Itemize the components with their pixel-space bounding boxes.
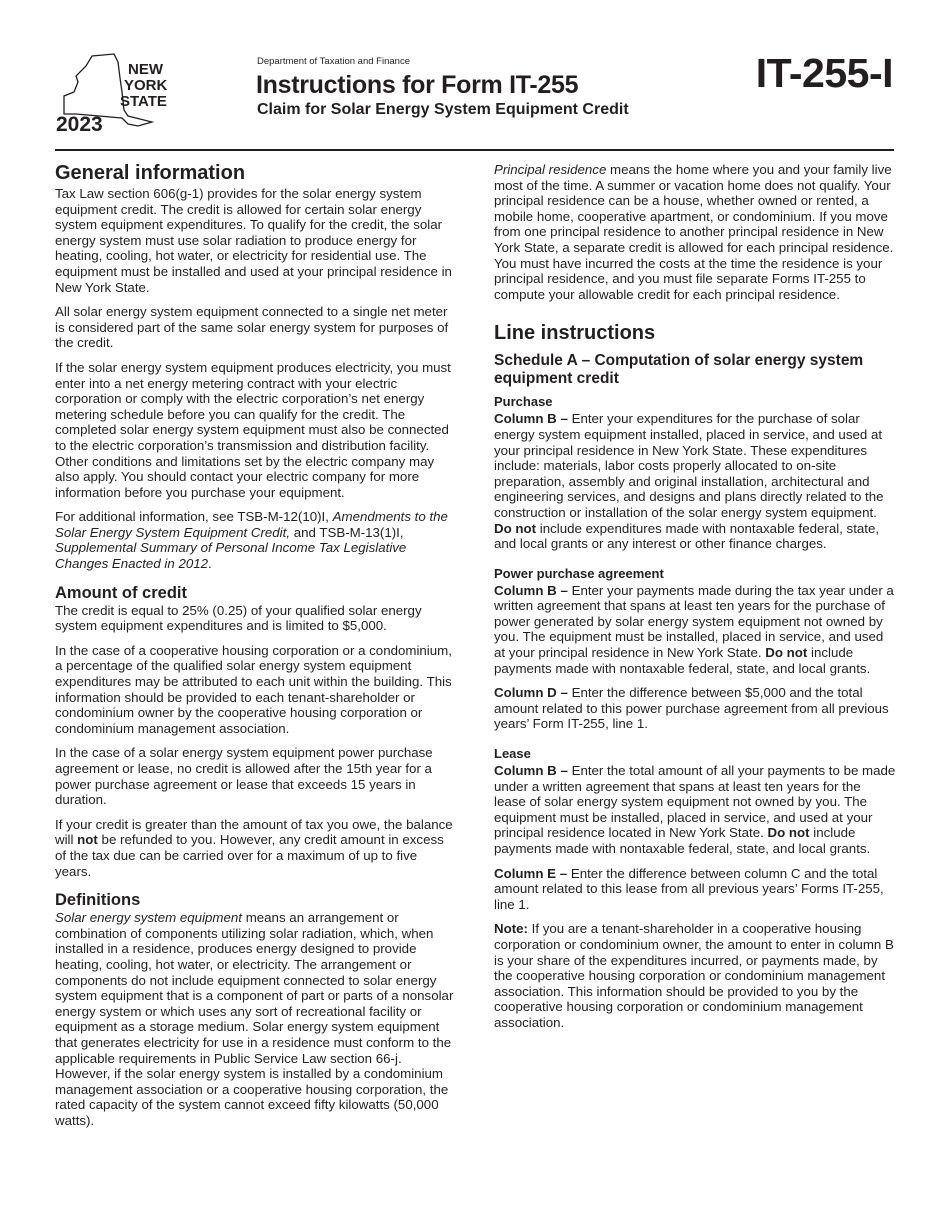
left-column (55, 162, 457, 1137)
bold-text: Do not (494, 520, 537, 536)
paragraph (494, 763, 896, 857)
text-segment: Enter the total amount of all your payments to be made under a written agreement that spans at least ten years for the lease of solar energy system equipment not owned by you. The equipment must be installed, placed in service, and used at your principal residence located in New York State. (494, 763, 896, 841)
text-segment: means an arrangement or combination of components utilizing solar radiation, which, when installed in a residence, produces energy designed to provide heating, cooling, hot water, or electricity. The arrangement or components do not include equipment connected to solar energy system equipment that is a component of part or parts of a nonsolar energy system or which uses any sort of recreational facility or equipment as a storage medium. Solar energy system equipment that generates electricity for use in a residence must conform to the applicable requirements in Public Service Law section 66-j. However, if the solar energy system is installed by a condominium management association or a cooperative housing corporation, the rated capacity of the system cannot exceed fifty kilowatts (50,000 watts). (55, 910, 454, 1128)
section-heading: General information (55, 162, 246, 184)
text-segment: In the case of a cooperative housing corporation or a condominium, a percentage of the qualified solar energy system equipment expenditures may be attributed to each unit within the building. This information should be provided to each tenant-shareholder or condominium owner by the cooperative housing corporation or condominium management association. (55, 642, 452, 736)
paragraph (55, 745, 457, 807)
logo-new: NEW (128, 61, 163, 78)
paragraph (55, 360, 457, 500)
text-segment: include expenditures made with nontaxable federal, state, and local grants or any interest or other finance charges. (494, 520, 880, 552)
paragraph (494, 921, 896, 1030)
paragraph (55, 304, 457, 351)
text-segment: include payments made with nontaxable federal, state, and local grants. (494, 825, 871, 856)
text-segment: If your credit is greater than the amount of tax you owe, the balance will (55, 816, 453, 848)
paragraph (55, 910, 457, 1128)
bold-text: Do not (765, 645, 808, 661)
paragraph (55, 817, 457, 879)
text-segment: Enter your payments made during the tax year under a written agreement that spans at least ten years for the purchase of power generated by solar energy system equipment not owned by you. The equipment must be installed, placed in service, and used at your principal residence in New York State. (494, 582, 894, 661)
text-segment: . (208, 556, 212, 572)
bold-text: Note: (494, 921, 528, 937)
text-segment: means the home where you and your family live most of the time. A summer or vacation home does not qualify. Your principal residence can be a house, whether owned or rented, a mobile home, cooperative apartment, or condominium. If you move from one principal residence to another principal residence in New York State, a separate credit is allowed for each principal residence. You must have incurred the costs at the time the residence is your principal residence, and you must file separate Forms IT-255 to compute your allowable credit for each principal residence. (494, 162, 894, 302)
new-york-state-logo (56, 52, 186, 134)
italic-text: Supplemental Summary of Personal Income Tax Legislative Changes Enacted in 2012 (55, 540, 407, 572)
bold-text: not (77, 832, 98, 848)
section-heading: Purchase (494, 394, 553, 410)
text-segment: If you are a tenant-shareholder in a cooperative housing corporation or condominium owner, the amount to enter in column B is your share of the expenditures incurred, or payments made, by the cooperative housing corporation or condominium management association. This information should be provided to you by the cooperative housing corporation or condominium management association. (494, 921, 894, 1030)
text-segment: include payments made with nontaxable federal, state, and local grants. (494, 645, 871, 676)
page-subtitle: Claim for Solar Energy System Equipment Credit (257, 101, 629, 118)
bold-text: Column B – (494, 582, 568, 598)
section-heading: Lease (494, 746, 531, 762)
section-heading: Definitions (55, 891, 141, 910)
paragraph (494, 583, 896, 677)
header-divider (55, 149, 894, 151)
text-segment: All solar energy system equipment connected to a single net meter is considered part of the same solar energy system for purposes of the credit. (55, 304, 449, 351)
paragraph (494, 685, 896, 732)
logo-york: YORK (124, 77, 168, 94)
section-heading: Schedule A – Computation of solar energy system equipment credit (494, 352, 864, 388)
right-column (494, 162, 896, 1040)
paragraph (494, 162, 896, 302)
text-segment: Enter your expenditures for the purchase of solar energy system equipment installed, placed in service, and used at your principal residence in New York State. These expenditures include: materials, labor costs properly allocated to on-site preparation, assembly and original installation, architectural and engineering services, and designs and plans directly related to the construction or installation of the solar energy system equipment. (494, 411, 884, 520)
paragraph (55, 186, 457, 295)
bold-text: Column D – (494, 685, 568, 701)
text-segment: Tax Law section 606(g-1) provides for the solar energy system equipment credit. The credit is allowed for certain solar energy system equipment expenditures. To qualify for the credit, the solar energy system must use solar radiation to produce energy for heating, cooling, hot water, or electricity for residential use. The equipment must be installed and used at your principal residence in New York State. (55, 186, 452, 295)
section-heading: Power purchase agreement (494, 565, 664, 581)
paragraph (494, 411, 896, 551)
section-heading: Amount of credit (55, 583, 187, 602)
paragraph (55, 603, 457, 634)
logo-state: STATE (120, 93, 167, 110)
text-segment: If the solar energy system equipment produces electricity, you must enter into a net energy metering contract with your electric corporation or comply with the electric corporation’s net energy metering schedule before you can qualify for the credit. The completed solar energy system equipment must also be connected to the electric corporation’s transmission and distribution facility. Other conditions and limitations set by the electric company may also apply. You should contact your electric company for more information before you purchase your equipment. (55, 359, 451, 500)
text-segment: be refunded to you. However, any credit amount in excess of the tax due can be carried over for a maximum of up to five years. (55, 832, 444, 879)
department-name: Department of Taxation and Finance (257, 56, 410, 67)
text-segment: The credit is equal to 25% (0.25) of your qualified solar energy system equipment expenditures and is limited to $5,000. (55, 602, 422, 634)
text-segment: In the case of a solar energy system equipment power purchase agreement or lease, no credit is allowed after the 15th year for a power purchase agreement or lease that exceeds 15 years in duration. (55, 745, 433, 808)
text-segment: Enter the difference between column C and the total amount related to this lease from all previous years’ Forms IT-255, line 1. (494, 865, 884, 912)
form-number: IT-255-I (755, 50, 893, 96)
paragraph (494, 866, 896, 913)
text-segment: and TSB-M-13(1)I, (290, 524, 404, 540)
paragraph (55, 643, 457, 737)
italic-text: Solar energy system equipment (55, 910, 242, 926)
page-title: Instructions for Form IT-255 (256, 71, 579, 99)
italic-text: Principal residence (494, 162, 607, 177)
paragraph (55, 509, 457, 571)
logo-year: 2023 (56, 113, 103, 134)
text-segment: Enter the difference between $5,000 and the total amount related to this power purchase agreement from all previous years’ Form IT-255, line 1. (494, 685, 889, 732)
bold-text: Column E – (494, 865, 568, 881)
bold-text: Column B – (494, 411, 568, 427)
bold-text: Column B – (494, 763, 568, 779)
section-heading: Line instructions (494, 322, 656, 345)
text-segment: For additional information, see TSB-M-12(10)I, (55, 509, 333, 525)
italic-text: Amendments to the Solar Energy System Equipment Credit, (55, 509, 448, 540)
bold-text: Do not (767, 825, 810, 841)
